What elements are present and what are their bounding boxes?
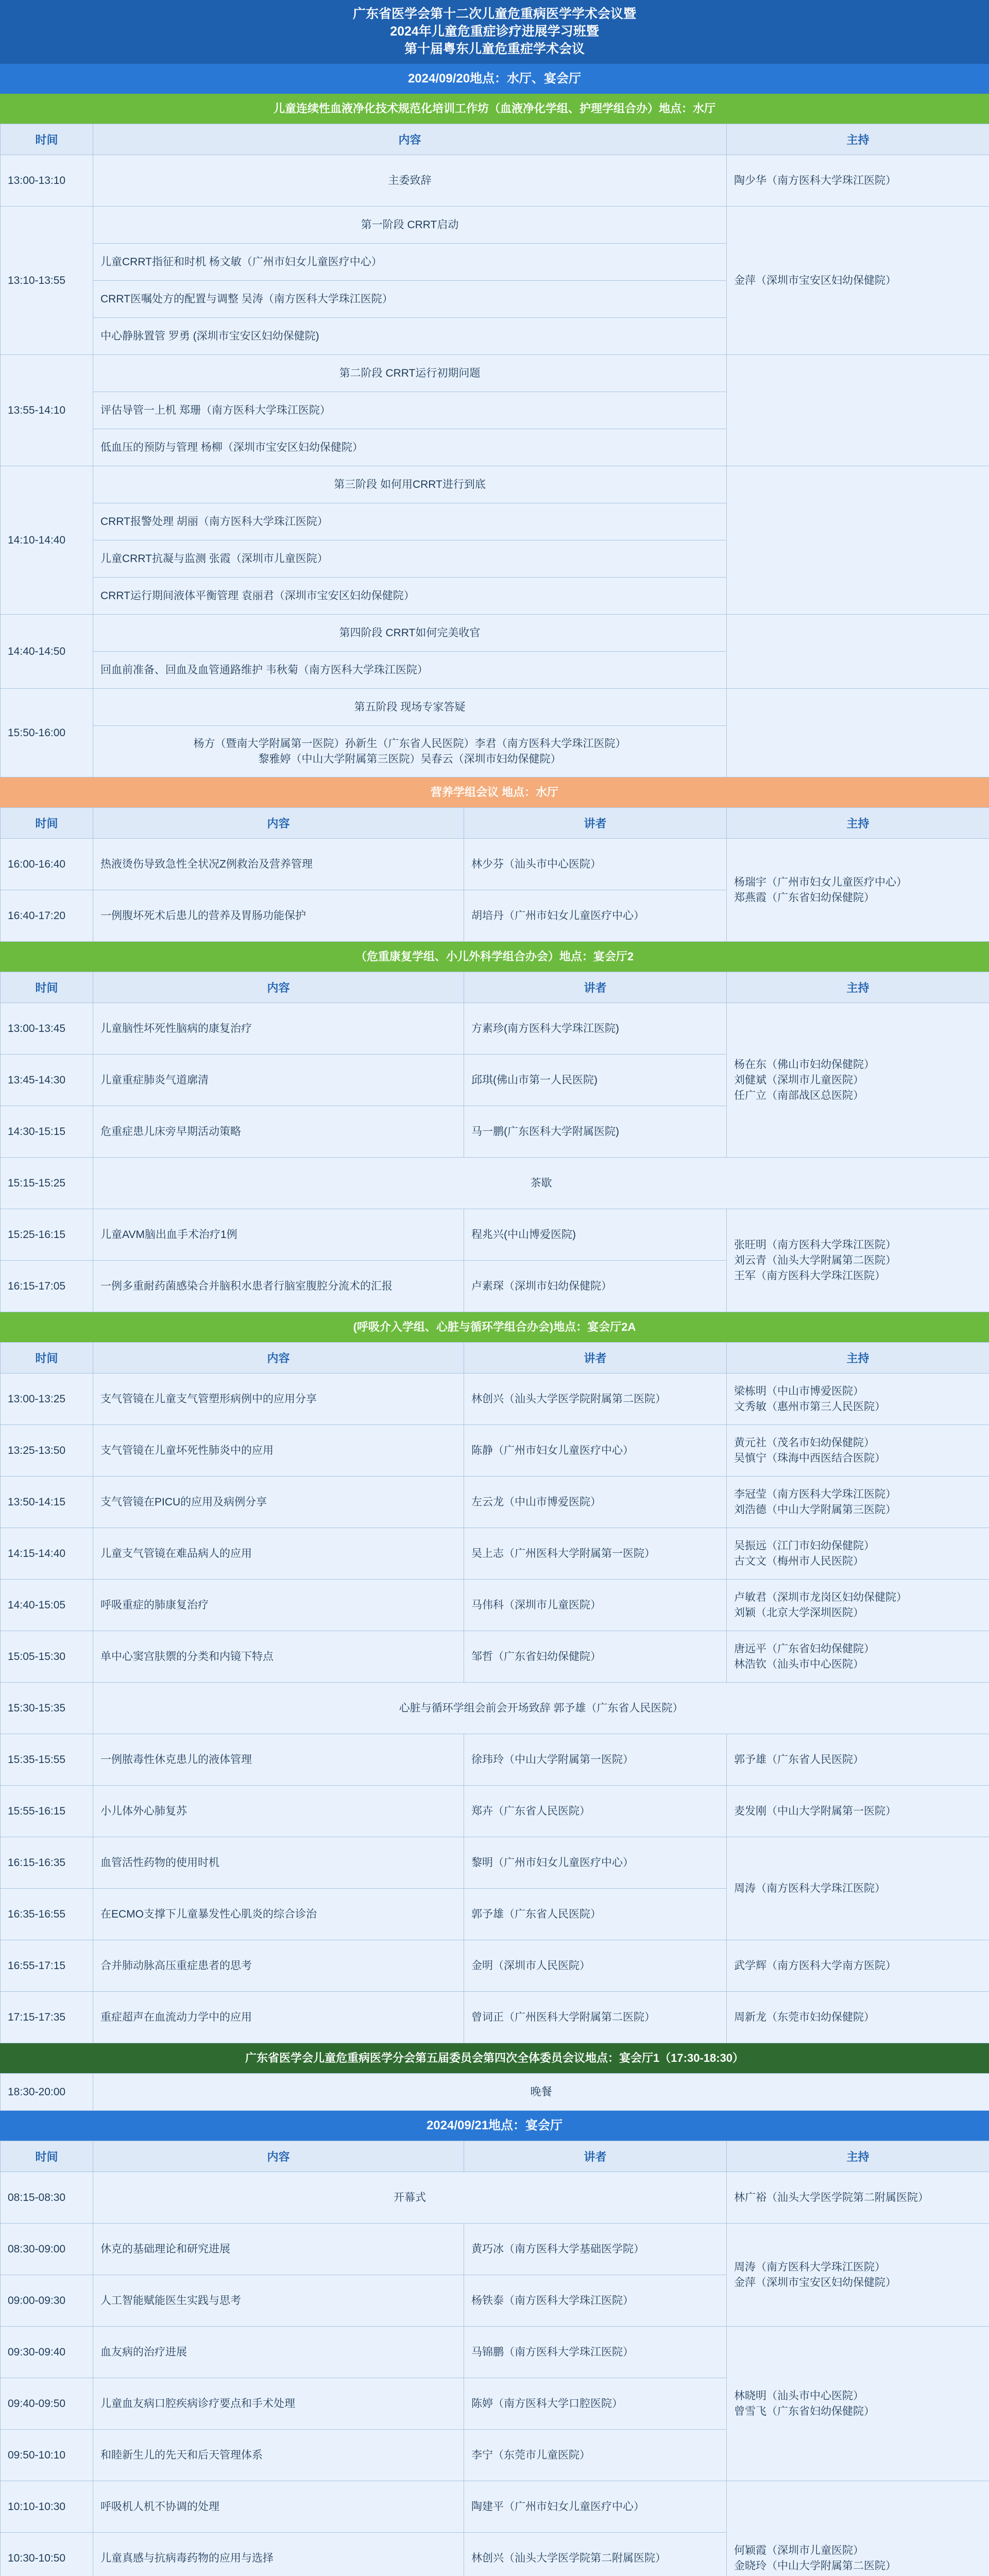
time-cell: 14:30-15:15 [1,1106,93,1158]
time-cell: 16:55-17:15 [1,1940,93,1992]
table-respiratory [0,1342,989,2043]
time-cell: 13:45-14:30 [1,1055,93,1106]
content-cell: 回血前准备、回血及血管通路维护 韦秋菊（南方医科大学珠江医院） [93,652,727,689]
table-row [1,1940,989,1992]
host-cell: 林广裕（汕头大学医学院第二附属医院） [727,2172,989,2224]
section-respiratory-title: (呼吸介入学组、心脏与循环学组合办会)地点：宴会厅2A [0,1312,989,1342]
table-row [1,1477,989,1528]
host-name: 林晓明（汕头市中心医院） [734,2389,864,2402]
table-row [1,155,989,207]
time-cell: 16:15-16:35 [1,1837,93,1889]
stage-cell: 第五阶段 现场专家答疑 [93,689,727,726]
host-cell: 周新龙（东莞市妇幼保健院） [727,1992,989,2043]
col-speaker: 讲者 [464,808,727,839]
host-cell [727,1631,989,1683]
table-crrt [0,124,989,777]
content-cell: CRRT报警处理 胡丽（南方医科大学珠江医院） [93,503,727,540]
table-row [1,839,989,890]
header-line-2: 2024年儿童危重症诊疗进展学习班暨 [390,24,599,39]
table-rehab [0,972,989,1312]
content-cell: 血管活性药物的使用时机 [93,1837,464,1889]
host-cell [727,689,989,777]
table-row [1,689,989,726]
content-cell: 心脏与循环学组会前会开场致辞 郭予雄（广东省人民医院） [93,1683,989,1734]
content-cell: 一例腹坏死术后患儿的营养及胃肠功能保护 [93,890,464,942]
host-cell: 周涛（南方医科大学珠江医院） [727,1837,989,1940]
host-cell: 麦发刚（中山大学附属第一医院） [727,1786,989,1837]
speaker-cell: 马锦鹏（南方医科大学珠江医院） [464,2327,727,2378]
time-cell: 14:15-14:40 [1,1528,93,1580]
speaker-cell: 陈静（广州市妇女儿童医疗中心） [464,1425,727,1477]
host-name: 金萍（深圳市宝安区妇幼保健院） [734,2276,896,2289]
table-nutrition [0,807,989,942]
content-cell: 儿童重症肺炎气道廓清 [93,1055,464,1106]
content-cell: 中心静脉置管 罗勇 (深圳市宝安区妇幼保健院) [93,318,727,355]
table-row [1,1683,989,1734]
col-host: 主持 [727,2141,989,2172]
content-cell: 儿童CRRT抗凝与监测 张霞（深圳市儿童医院） [93,540,727,578]
time-cell: 14:40-15:05 [1,1580,93,1631]
host-name: 张旺明（南方医科大学珠江医院） [734,1239,896,1251]
host-name: 任广立（南部战区总医院） [734,1089,864,1101]
expert-line: 杨方（暨南大学附属第一医院）孙新生（广东省人民医院）李君（南方医科大学珠江医院） [193,737,626,750]
host-name: 郑燕霞（广东省妇幼保健院） [734,891,875,904]
host-name: 文秀敏（惠州市第三人民医院） [734,1400,885,1413]
time-cell: 15:30-15:35 [1,1683,93,1734]
content-cell: 支气管镜在儿童支气管塑形病例中的应用分享 [93,1374,464,1425]
time-cell: 14:10-14:40 [1,466,93,615]
speaker-cell: 邹哲（广东省妇幼保健院） [464,1631,727,1683]
host-name: 刘云青（汕头大学附属第二医院） [734,1254,896,1266]
table-row [1,1374,989,1425]
time-cell: 16:40-17:20 [1,890,93,942]
time-cell: 15:35-15:55 [1,1734,93,1786]
col-host: 主持 [727,1343,989,1374]
content-cell: CRRT医嘱处方的配置与调整 吴涛（南方医科大学珠江医院） [93,281,727,318]
table-row [1,2172,989,2224]
table-row [1,1786,989,1837]
host-name: 吴慎宁（珠海中西医结合医院） [734,1452,885,1464]
time-cell: 13:00-13:25 [1,1374,93,1425]
time-cell: 17:15-17:35 [1,1992,93,2043]
table-row [1,1158,989,1209]
table-row [1,2074,989,2111]
host-cell: 武学辉（南方医科大学南方医院） [727,1940,989,1992]
time-cell: 13:10-13:55 [1,207,93,355]
speaker-cell: 林少芬（汕头市中心医院） [464,839,727,890]
content-cell: 小儿体外心肺复苏 [93,1786,464,1837]
host-cell [727,1477,989,1528]
host-cell [727,2481,989,2576]
content-cell: 呼吸重症的肺康复治疗 [93,1580,464,1631]
host-name: 吴振远（江门市妇幼保健院） [734,1539,875,1552]
host-name: 刘颖（北京大学深圳医院） [734,1606,864,1619]
time-cell: 16:15-17:05 [1,1261,93,1312]
section-crrt-title: 儿童连续性血液净化技术规范化培训工作坊（血液净化学组、护理学组合办）地点：水厅 [0,94,989,124]
host-cell [727,839,989,942]
host-name: 周涛（南方医科大学珠江医院） [734,2261,885,2273]
host-name: 曾雪飞（广东省妇幼保健院） [734,2405,875,2417]
table-row [1,1734,989,1786]
host-cell [727,1003,989,1158]
time-cell: 13:50-14:15 [1,1477,93,1528]
host-name: 何颖霞（深圳市儿童医院） [734,2544,864,2556]
speaker-cell: 徐玮玲（中山大学附属第一医院） [464,1734,727,1786]
table-row [1,1580,989,1631]
host-name: 黄元社（茂名市妇幼保健院） [734,1436,875,1449]
host-cell [727,2224,989,2327]
host-name: 古文文（梅州市人民医院） [734,1555,864,1567]
host-name: 杨在东（佛山市妇幼保健院） [734,1058,875,1071]
speaker-cell: 杨铁泰（南方医科大学珠江医院） [464,2275,727,2327]
speaker-cell: 左云龙（中山市博爱医院） [464,1477,727,1528]
speaker-cell: 郭予雄（广东省人民医院） [464,1889,727,1940]
content-cell: 儿童CRRT指征和时机 杨文敏（广州市妇女儿童医疗中心） [93,244,727,281]
speaker-cell: 林创兴（汕头大学医学院附属第二医院） [464,1374,727,1425]
section-committee-title: 广东省医学会儿童危重病医学分会第五届委员会第四次全体委员会议地点：宴会厅1（17:30-18:30） [0,2043,989,2073]
col-content: 内容 [93,1343,464,1374]
host-cell [727,355,989,466]
speaker-cell: 陈婷（南方医科大学口腔医院） [464,2378,727,2430]
time-cell: 18:30-20:00 [1,2074,93,2111]
time-cell: 15:55-16:15 [1,1786,93,1837]
col-speaker: 讲者 [464,2141,727,2172]
time-cell: 08:15-08:30 [1,2172,93,2224]
stage-cell: 第三阶段 如何用CRRT进行到底 [93,466,727,503]
section-nutrition-title: 营养学组会议 地点：水厅 [0,777,989,807]
table-row [1,1992,989,2043]
time-cell: 10:10-10:30 [1,2481,93,2533]
content-cell: 开幕式 [93,2172,727,2224]
table-row [1,1425,989,1477]
content-cell: 和睦新生儿的先天和后天管理体系 [93,2430,464,2481]
speaker-cell: 金明（深圳市人民医院） [464,1940,727,1992]
host-name: 林浩钦（汕头市中心医院） [734,1658,864,1670]
table-row [1,1837,989,1889]
col-time: 时间 [1,808,93,839]
content-cell: 人工智能赋能医生实践与思考 [93,2275,464,2327]
day1-bar: 2024/09/20地点：水厅、宴会厅 [0,64,989,94]
speaker-cell: 郑卉（广东省人民医院） [464,1786,727,1837]
content-cell: 儿童血友病口腔疾病诊疗要点和手术处理 [93,2378,464,2430]
time-cell: 09:40-09:50 [1,2378,93,2430]
section-rehab-title: （危重康复学组、小儿外科学组合办会）地点：宴会厅2 [0,942,989,972]
time-cell: 15:15-15:25 [1,1158,93,1209]
col-speaker: 讲者 [464,1343,727,1374]
host-cell: 陶少华（南方医科大学珠江医院） [727,155,989,207]
table-row [1,615,989,652]
content-cell: 热液烫伤导致急性全状况Z例救治及营养管理 [93,839,464,890]
time-cell: 14:40-14:50 [1,615,93,689]
content-cell: 晚餐 [93,2074,989,2111]
col-content: 内容 [93,808,464,839]
host-name: 杨瑞宇（广州市妇女儿童医疗中心） [734,876,907,888]
col-host: 主持 [727,124,989,155]
header-line-3: 第十届粤东儿童危重症学术会议 [404,42,585,56]
host-name: 刘健斌（深圳市儿童医院） [734,1074,864,1086]
content-cell: 支气管镜在儿童坏死性肺炎中的应用 [93,1425,464,1477]
speaker-cell: 马伟科（深圳市儿童医院） [464,1580,727,1631]
speaker-cell: 方素珍(南方医科大学珠江医院) [464,1003,727,1055]
table-row [1,207,989,244]
time-cell: 15:50-16:00 [1,689,93,777]
content-cell: 血友病的治疗进展 [93,2327,464,2378]
table-row [1,1209,989,1261]
table-day2-morning [0,2141,989,2576]
stage-cell: 第二阶段 CRRT运行初期问题 [93,355,727,392]
host-cell [727,1528,989,1580]
col-speaker: 讲者 [464,972,727,1003]
host-cell [727,1374,989,1425]
table-row [1,1003,989,1055]
host-name: 梁栋明（中山市博爱医院） [734,1385,864,1397]
table-row [1,2481,989,2533]
time-cell: 09:30-09:40 [1,2327,93,2378]
col-time: 时间 [1,972,93,1003]
time-cell: 09:50-10:10 [1,2430,93,2481]
table-row [1,355,989,392]
content-cell: 支气管镜在PICU的应用及病例分享 [93,1477,464,1528]
stage-cell: 第四阶段 CRRT如何完美收官 [93,615,727,652]
table-row [1,2224,989,2275]
content-cell: 休克的基础理论和研究进展 [93,2224,464,2275]
col-content: 内容 [93,124,727,155]
col-host: 主持 [727,808,989,839]
host-name: 王军（南方医科大学珠江医院） [734,1269,885,1282]
header-line-1: 广东省医学会第十二次儿童危重病医学学术会议暨 [352,7,636,21]
speaker-cell: 胡培丹（广州市妇女儿童医疗中心） [464,890,727,942]
time-cell: 13:00-13:45 [1,1003,93,1055]
table-row [1,466,989,503]
host-name: 金晓玲（中山大学附属第二医院） [734,2560,896,2572]
col-content: 内容 [93,972,464,1003]
content-cell: 评估导管一上机 郑珊（南方医科大学珠江医院） [93,392,727,429]
time-cell: 13:25-13:50 [1,1425,93,1477]
stage-cell: 第一阶段 CRRT启动 [93,207,727,244]
speaker-cell: 程兆兴(中山博爱医院) [464,1209,727,1261]
col-host: 主持 [727,972,989,1003]
host-cell [727,466,989,615]
content-cell: 单中心窦宫肤禦的分类和内镜下特点 [93,1631,464,1683]
content-cell: 儿童AVM脑出血手术治疗1例 [93,1209,464,1261]
speaker-cell: 曾词正（广州医科大学附属第二医院） [464,1992,727,2043]
speaker-cell: 黎明（广州市妇女儿童医疗中心） [464,1837,727,1889]
host-cell [727,1425,989,1477]
host-name: 卢敏君（深圳市龙岗区妇幼保健院） [734,1591,907,1603]
col-content: 内容 [93,2141,464,2172]
time-cell: 10:30-10:50 [1,2533,93,2576]
speaker-cell: 吴上志（广州医科大学附属第一医院） [464,1528,727,1580]
content-cell: 呼吸机人机不协调的处理 [93,2481,464,2533]
speaker-cell: 黄巧冰（南方医科大学基础医学院） [464,2224,727,2275]
day2-bar: 2024/09/21地点：宴会厅 [0,2111,989,2141]
content-cell: 儿童脑性坏死性脑病的康复治疗 [93,1003,464,1055]
content-cell: 低血压的预防与管理 杨柳（深圳市宝安区妇幼保健院） [93,429,727,466]
host-name: 唐远平（广东省妇幼保健院） [734,1642,875,1655]
speaker-cell: 李宁（东莞市儿童医院） [464,2430,727,2481]
host-cell [727,1580,989,1631]
break-cell: 茶歇 [93,1158,989,1209]
table-dinner [0,2073,989,2111]
time-cell: 13:55-14:10 [1,355,93,466]
time-cell: 15:25-16:15 [1,1209,93,1261]
host-cell: 金萍（深圳市宝安区妇幼保健院） [727,207,989,355]
content-cell: 儿童真感与抗病毒药物的应用与选择 [93,2533,464,2576]
host-cell [727,1209,989,1312]
col-time: 时间 [1,2141,93,2172]
time-cell: 15:05-15:30 [1,1631,93,1683]
table-row [1,1631,989,1683]
table-row [1,1528,989,1580]
content-cell: 主委致辞 [93,155,727,207]
host-cell [727,615,989,689]
content-cell: 一例脓毒性休克患儿的液体管理 [93,1734,464,1786]
col-time: 时间 [1,124,93,155]
host-name: 李冠莹（南方医科大学珠江医院） [734,1488,896,1500]
speaker-cell: 邱琪(佛山市第一人民医院) [464,1055,727,1106]
host-cell [727,2327,989,2481]
content-cell: 危重症患儿床旁早期活动策略 [93,1106,464,1158]
time-cell: 09:00-09:30 [1,2275,93,2327]
col-time: 时间 [1,1343,93,1374]
content-cell: 儿童支气管镜在难品病人的应用 [93,1528,464,1580]
speaker-cell: 卢素琛（深圳市妇幼保健院） [464,1261,727,1312]
speaker-cell: 陶建平（广州市妇女儿童医疗中心） [464,2481,727,2533]
header [0,0,989,64]
time-cell: 16:35-16:55 [1,1889,93,1940]
time-cell: 16:00-16:40 [1,839,93,890]
host-name: 刘浩德（中山大学附属第三医院） [734,1503,896,1516]
table-row [1,2327,989,2378]
content-cell: 一例多重耐药菌感染合并脑积水患者行脑室腹腔分流术的汇报 [93,1261,464,1312]
content-cell: 重症超声在血流动力学中的应用 [93,1992,464,2043]
time-cell: 08:30-09:00 [1,2224,93,2275]
host-cell: 郭予雄（广东省人民医院） [727,1734,989,1786]
speaker-cell: 马一鹏(广东医科大学附属医院) [464,1106,727,1158]
time-cell: 13:00-13:10 [1,155,93,207]
content-cell [93,726,727,777]
content-cell: CRRT运行期间液体平衡管理 袁丽君（深圳市宝安区妇幼保健院） [93,578,727,615]
speaker-cell: 林创兴（汕头大学医学院第二附属医院） [464,2533,727,2576]
content-cell: 在ECMO支撑下儿童暴发性心肌炎的综合诊治 [93,1889,464,1940]
expert-line: 黎雅婷（中山大学附属第三医院）吴春云（深圳市妇幼保健院） [258,753,561,765]
content-cell: 合并肺动脉高压重症患者的思考 [93,1940,464,1992]
